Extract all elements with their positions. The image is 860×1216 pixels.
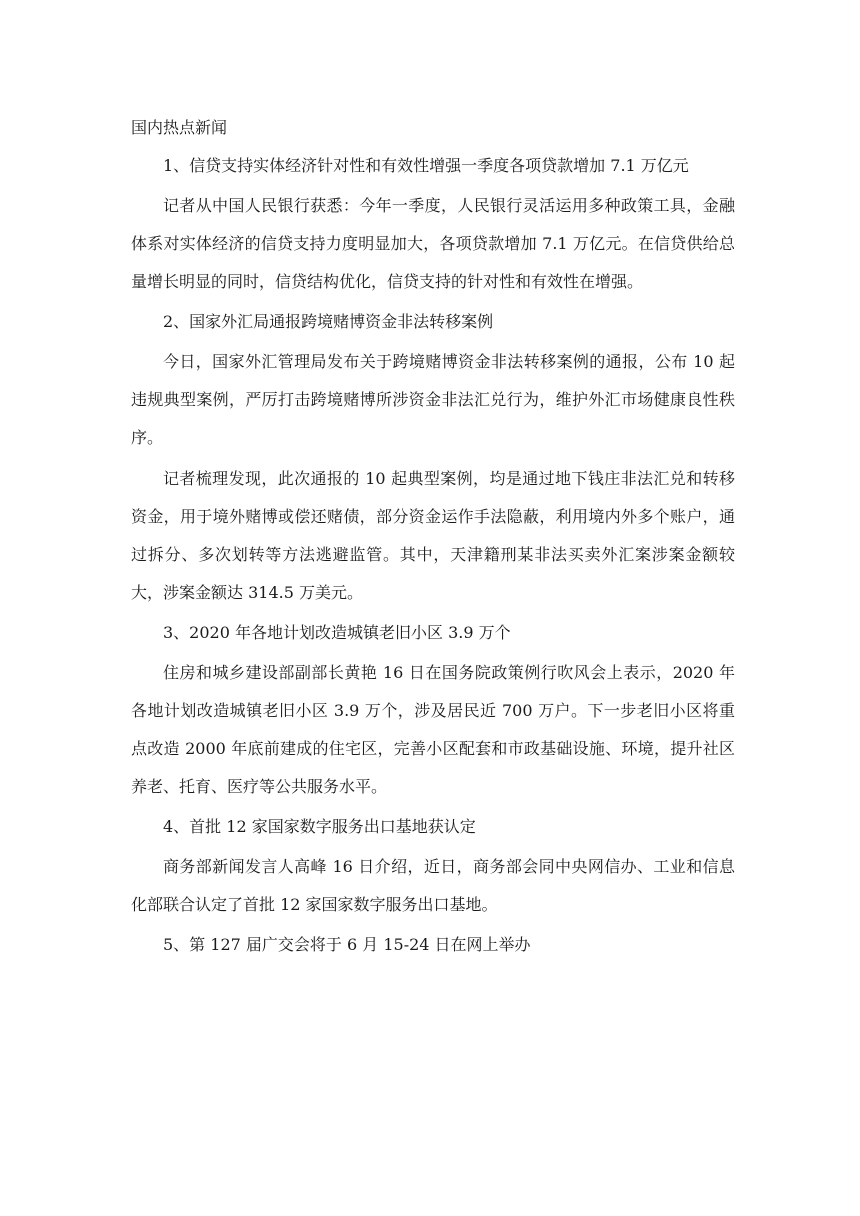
news-paragraph-2-1: 今日，国家外汇管理局发布关于跨境赌博资金非法转移案例的通报，公布 10 起违规典型案例，严厉打击跨境赌博所涉资金非法汇兑行为，维护外汇市场健康良性秩序。 [131,352,735,447]
news-paragraph-3-1: 住房和城乡建设部副部长黄艳 16 日在国务院政策例行吹风会上表示，2020 年各地计划改造城镇老旧小区 3.9 万个，涉及居民近 700 万户。下一步老旧小区将重点改造 2000 年底前建成的住宅区，完善小区配套和市政基础设施、环境，提升社区养老、托育、医疗等公共服务水平。 [131,663,735,796]
news-paragraph-2-2: 记者梳理发现，此次通报的 10 起典型案例，均是通过地下钱庄非法汇兑和转移资金，用于境外赌博或偿还赌债，部分资金运作手法隐蔽，利用境内外多个账户，通过拆分、多次划转等方法逃避监管。其中，天津籍刑某非法买卖外汇案涉案金额较大，涉案金额达 314.5 万美元。 [131,469,735,602]
news-title-5: 5、第 127 届广交会将于 6 月 15-24 日在网上举办 [163,935,531,954]
news-title-4: 4、首批 12 家国家数字服务出口基地获认定 [163,817,476,836]
news-title-2: 2、国家外汇局通报跨境赌博资金非法转移案例 [163,312,494,331]
news-paragraph-1-1: 记者从中国人民银行获悉：今年一季度，人民银行灵活运用多种政策工具，金融体系对实体经济的信贷支持力度明显加大，各项贷款增加 7.1 万亿元。在信贷供给总量增长明显的同时，信贷结构优化，信贷支持的针对性和有效性在增强。 [131,196,735,291]
news-paragraph-4-1: 商务部新闻发言人高峰 16 日介绍，近日，商务部会同中央网信办、工业和信息化部联合认定了首批 12 家国家数字服务出口基地。 [131,857,735,914]
news-title-1: 1、信贷支持实体经济针对性和有效性增强一季度各项贷款增加 7.1 万亿元 [163,156,689,175]
page-title: 国内热点新闻 [131,118,228,137]
news-title-3: 3、2020 年各地计划改造城镇老旧小区 3.9 万个 [163,623,511,642]
document-page [131,110,735,966]
